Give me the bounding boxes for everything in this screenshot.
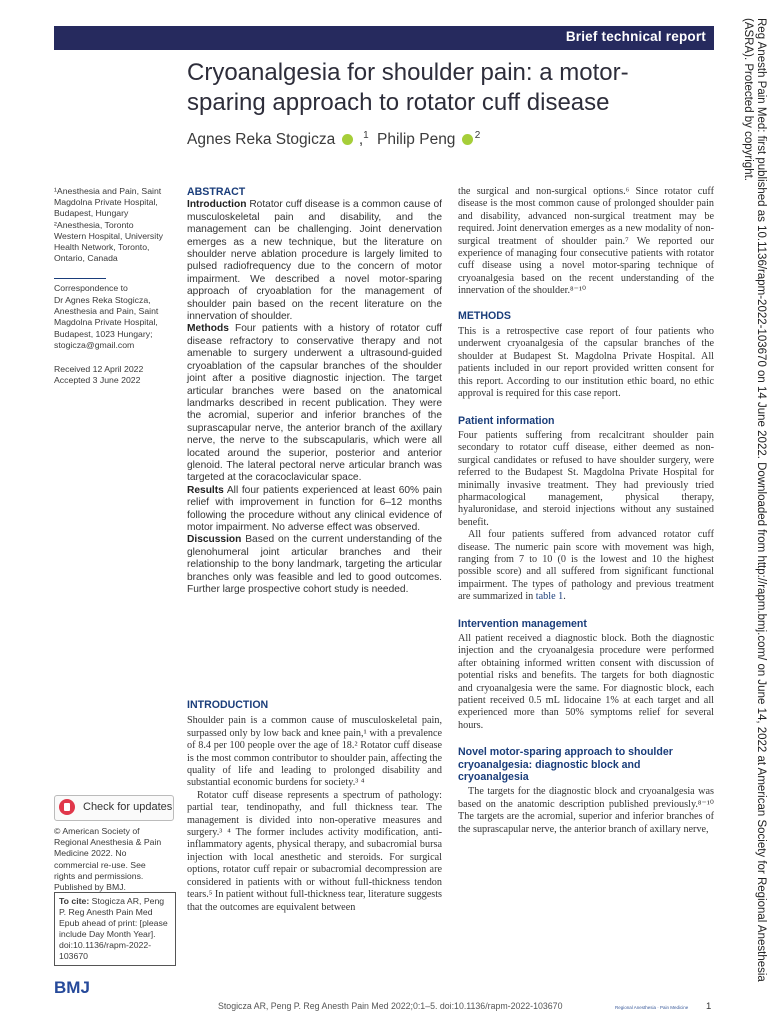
- cite-text: Stogicza AR, Peng P. Reg Anesth Pain Med Epub ahead of print: [please include Day Month Year]. doi:10.1136/rapm-2022-103670: [59, 896, 168, 961]
- intervention-heading: Intervention management: [458, 617, 587, 630]
- paragraph: All four patients suffered from advanced rotator cuff disease. The numeric pain score with movement was high, ranging from 7 to 10 (0 is the lowest and 10 the highest possible score) and all suffered from significant functional impairment. The types of pathology and previous treatment are summarized in table 1.: [458, 529, 714, 603]
- check-for-updates-button[interactable]: Check for updates: [54, 795, 174, 821]
- citation-box: [54, 892, 176, 966]
- article-title: Cryoanalgesia for shoulder pain: a motor-sparing approach to rotator cuff disease: [187, 59, 629, 116]
- introduction-section: [187, 699, 442, 914]
- download-notice: Reg Anesth Pain Med: first published as 10.1136/rapm-2022-103670 on 14 June 2022. Downloaded from http://rapm.bmj.com/ on June 14, 2022 at American Society for Regional Anesthesia (ASRA). Protected by copyright.: [742, 18, 767, 982]
- abstract-heading: ABSTRACT: [187, 186, 246, 198]
- affiliations: ¹Anesthesia and Pain, Saint Magdolna Private Hospital, Budapest, Hungary ²Anesthesia, Toronto Western Hospital, University Health Network, Toronto, Ontario, Canada: [54, 186, 163, 264]
- author-name[interactable]: Agnes Reka Stogicza: [187, 131, 336, 149]
- paragraph: Four patients suffering from recalcitrant shoulder pain secondary to rotator cuff disease, either deemed as non-surgical candidates or refused to have shoulder surgery, were referred to the Budapest St. Magdolna Private Hospital for minimally invasive treatment. They had previously tried pharmacological management, physical therapy, hyaluronidase, and steroid injections without any sustained benefit.: [458, 429, 714, 528]
- paragraph: This is a retrospective case report of four patients who underwent cryoanalgesia of the capsular branches of the shoulder at Budapest St. Magdolna Private Hospital. All patients included in our report provided written consent for this report. According to our institution ethic board, no ethic approval is required for this case report.: [458, 326, 714, 400]
- abstract: ABSTRACT Introduction Rotator cuff disease is a common cause of musculoskeletal pain and disability, and the management can be challenging. Joint denervation emerges as a new technique, but the literature on shoulder nerve ablation procedure is largely limited to pulsed radiofrequency due to the concern of motor impairment. We described a novel motor-sparing approach of cryoablation for the management of shoulder pain based on the recent literature on the innervation of shoulder. Methods Four patients with a history of rotator cuff disease refractory to conservative therapy and not amenable to surgery underwent a ultrasound-guided cryoablation of the capsular branches of the shoulder joint after a positive diagnostic injection. The target articular branches were based on the anatomical landmarks described in recent publication. They were the acromial, superior and inferior branches of the suprascapular nerve, the anterior branch of the axillary nerve, the nerve to the subscapularis, which were all located around the superior, posterior and anterior glenoid. The lateral pectoral nerve articular branch was targeted at the coracoclavicular space. Results All four patients experienced at least 60% pain relief with improvement in function for 6–12 months following the procedure without any clinical evidence of motor impairment. No adverse effect was observed. Discussion Based on the current understanding of the glenohumeral joint articular branches and their relationship to the bony landmark, targeting the articular branches only was feasible and led to good outcomes. Further large prospective cohort study is needed.: [187, 186, 443, 595]
- footer-citation: Stogicza AR, Peng P. Reg Anesth Pain Med 2022;0:1–5. doi:10.1136/rapm-2022-103670: [218, 1001, 563, 1011]
- paragraph: the surgical and non-surgical options.⁶ Since rotator cuff disease is the most common cause of prolonged shoulder pain and disability, advanced non-surgical treatment may be required. Joint denervation emerges as a new modality of non-surgical treatment of shoulder pain.⁷ We reported our experience of managing four consecutive patients with rotator cuff disease using a novel motor-sparing technique of cryoanalgesia based on the recent understanding of the innervation of the shoulder.⁸⁻¹⁰: [458, 186, 714, 297]
- cite-label: To cite:: [59, 896, 90, 906]
- novel-approach-heading: Novel motor-sparing approach to shoulder cryoanalgesia: diagnostic block and cryoanalgesia: [458, 746, 673, 784]
- received-dates: Received 12 April 2022 Accepted 3 June 2022: [54, 364, 144, 386]
- bmj-logo: BMJ: [54, 978, 90, 997]
- orcid-icon[interactable]: [342, 134, 353, 145]
- article-type-label: Brief technical report: [565, 29, 706, 44]
- patient-info-heading: Patient information: [458, 414, 555, 427]
- article-type-banner: [54, 26, 714, 50]
- author-name[interactable]: Philip Peng: [377, 131, 456, 149]
- journal-logo: Regional Anesthesia · Pain Medicine: [615, 1005, 689, 1010]
- copyright-notice: © American Society of Regional Anesthesia & Pain Medicine 2022. No commercial re-use. See rights and permissions. Published by BMJ.: [54, 826, 162, 893]
- divider: [54, 278, 106, 279]
- table-link[interactable]: table 1: [535, 591, 564, 603]
- author-line: Agnes Reka Stogicza ,$^1$ Philip Peng $^2$: [187, 130, 481, 149]
- methods-heading: METHODS: [458, 309, 511, 322]
- crossmark-icon: [59, 799, 75, 815]
- page-number: 1: [706, 1001, 712, 1012]
- right-column: [458, 186, 714, 836]
- correspondence-text: Dr Agnes Reka Stogicza, Anesthesia and Pain, Saint Magdolna Private Hospital, Budapest, 1023 Hungary; stogicza@gmail.com: [54, 295, 159, 350]
- correspondence-heading: Correspondence to: [54, 283, 128, 293]
- paragraph: All patient received a diagnostic block. Both the diagnostic injection and the cryoanalgesia procedure were performed after obtaining informed written consent with discussion of potential risks and benefits. The targets for both diagnostic and cryoanalgesia were the same. For diagnostic block, each patient received 0.5 mL lidocaine 1% at each target and all experienced more than 50% symptoms relief for several hours.: [458, 633, 714, 731]
- orcid-icon[interactable]: [462, 134, 473, 145]
- paragraph: Rotator cuff disease represents a spectrum of pathology: partial tear, tendinopathy, and full thickness tear. The management is divided into non-operative measures and surgery.³ ⁴ The former includes activity modification, anti-inflammatory agents, physical therapy, and subacromial bursa injection with local anesthetic and steroids. For surgical options, rotator cuff repair or subacromial decompression are considered in patients with or without full-thickness tendon tears.⁵ In patient without full-thickness tear, literature suggests that the outcomes are equivalent between: [187, 789, 442, 913]
- paragraph: Shoulder pain is a common cause of musculoskeletal pain, surpassed only by low back and knee pain,¹ with a prevalence of 8.4 per 100 people over the age of 18.² Rotator cuff disease is the most common contributor to shoulder pain, affecting the quality of life and leading to prolonged disability and substantial economic burdens for society.³ ⁴: [187, 715, 442, 789]
- paragraph: The targets for the diagnostic block and cryoanalgesia was based on the anatomic description published previously.⁸⁻¹⁰ The targets are the acromial, superior and inferior branches of the suprascapular nerve, the anterior branch of axillary nerve,: [458, 786, 714, 835]
- introduction-heading: INTRODUCTION: [187, 699, 269, 711]
